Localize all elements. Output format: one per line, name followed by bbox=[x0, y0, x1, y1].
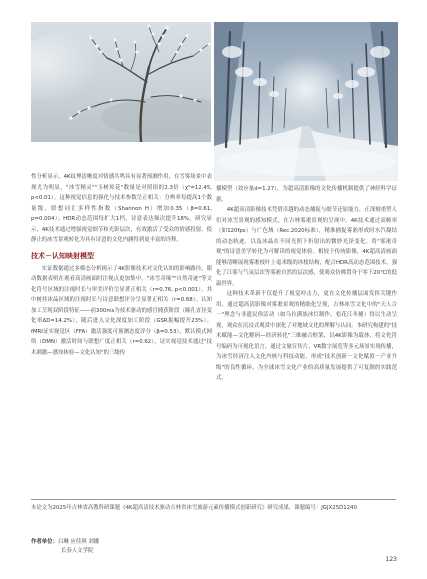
body-paragraph: 播模型（效应量d=1.27），为超高清影像的文化传播机制提供了神经科学证据。 bbox=[216, 186, 397, 203]
funding-footnote: 本论文为2025年吉林省高教科研课题《4K超高清技术驱动吉林省冰雪旅游元素传播模式创新研究》研究成果，课题编号：JGJX25D1240 bbox=[31, 505, 357, 511]
photo-frosted-branches bbox=[31, 22, 211, 142]
author-unit-label: 作者单位： bbox=[31, 539, 58, 545]
right-text-column bbox=[216, 184, 397, 384]
body-paragraph: 这种技术革新不仅提升了视觉冲击力，更在文化传播层面发挥关键作用。通过超高清影像对雾凇景观的精细化呈现，吉林冰雪文化中的"天人合一"理念与非遗民俗活动（如乌拉满族冰灯制作、松花江冬捕）得以生动呈现，观众在沉浸式观赏中深化了对地域文化的理解与认同。本研究构建的"技术赋能—文化解码—经济转化"三维融合框架，以4K影像为载体，将文化符号编码为可视化语言，通过文旅宣传片、VR数字展览等多元场景实现传播，为冰雪经济注入文化内核与科技动能，形成"技术创新－文化赋值－产业升级"的良性循环，为全球冰雪文化产业的高质量发展提供了可复制的实践范式。 bbox=[216, 291, 397, 381]
photo-snowy-forest-path bbox=[214, 22, 398, 181]
body-paragraph: 4K超高清影像技术凭借卓越的动态捕捉与细节还原能力，正深刻重塑人们对冰雪景观的感知模式。在吉林雾凇景观的呈现中，4K技术通过高帧率（如120fps）与广色域（Rec.2020标准），精准捕捉雾凇形成时水汽凝结的动态轨迹，以及冰晶在不同光照下折射出的微妙光泽变化。将"雾凇奇观"的诗意美学转化为可解读的视觉体验。相较于传统影像，4K超高清画面能够清晰展现雾凇枝叶上毫米级的冰棱结构，配合HDR高动态范围技术，强化了江雾与气氛层次等雾凇自然的层次感，使观众仿佛置身于零下20℃的低温世界。 bbox=[216, 207, 397, 287]
footnote-divider bbox=[31, 499, 396, 500]
author-affiliation bbox=[31, 538, 331, 556]
page-number: 123 bbox=[385, 556, 397, 563]
author-names: 吕琳 应佳琪 刘娜 bbox=[57, 539, 100, 545]
body-paragraph: 性分析显示，4K纹理清晰度对情感共鸣具有显著预测作用，在雪雾场景中表现尤为明显，"冰雪精灵""玉树琼花"数量是对照组的2.3倍（χ²=12.45, p<0.01）。这种视觉信息的强化与技术参数呈正相关：分辨率每提高1个数量级，联想词汇多样性指数（Shannon H）增加0.35（β=0.61, p=0.004）；HDR动态范围每扩大1档，诗意表达频次提升18%。研究显示，4K技术通过增强视觉细节和光影层次，有效激活了受众的情感投射，使静止的冰雪景观转化为具有诗意的文化内涵得到更丰富的诠释。 bbox=[31, 174, 212, 243]
author-institution: 长春人文学院 bbox=[61, 548, 94, 554]
section-heading: 技术－认知映射模型 bbox=[31, 251, 94, 260]
left-text-column bbox=[31, 172, 212, 358]
body-paragraph: 实证数据通过多模态分析揭示了4K影像技术对文化认知的影响路径。眼动数据表明在观看高清画面时注视点更加集中，"冰雪奇缘""自然奇迹"等文化符号区域的注视时长与审美评价呈显著正相关（r=0.76, p<0.001），其中树挂冰晶区域的注视时长与诗意联想评分呈显著正相关（r=0.68）。认知加工呈现双阶段特征——前300ms为技术驱动的感官捕获阶段（瞳孔直径变化率ΔD=14.2%），随后进入文化深度加工阶段（GSR振幅提升23%）。fMRI证实视觉区（FFA）激活强度可预测态度评分（β=0.53），默认模式网络（DMN）激活时间与联想广度正相关（r=0.62），证实视觉技术通过"技术刺激—感知体验—文化认知"的三级传 bbox=[31, 265, 212, 356]
